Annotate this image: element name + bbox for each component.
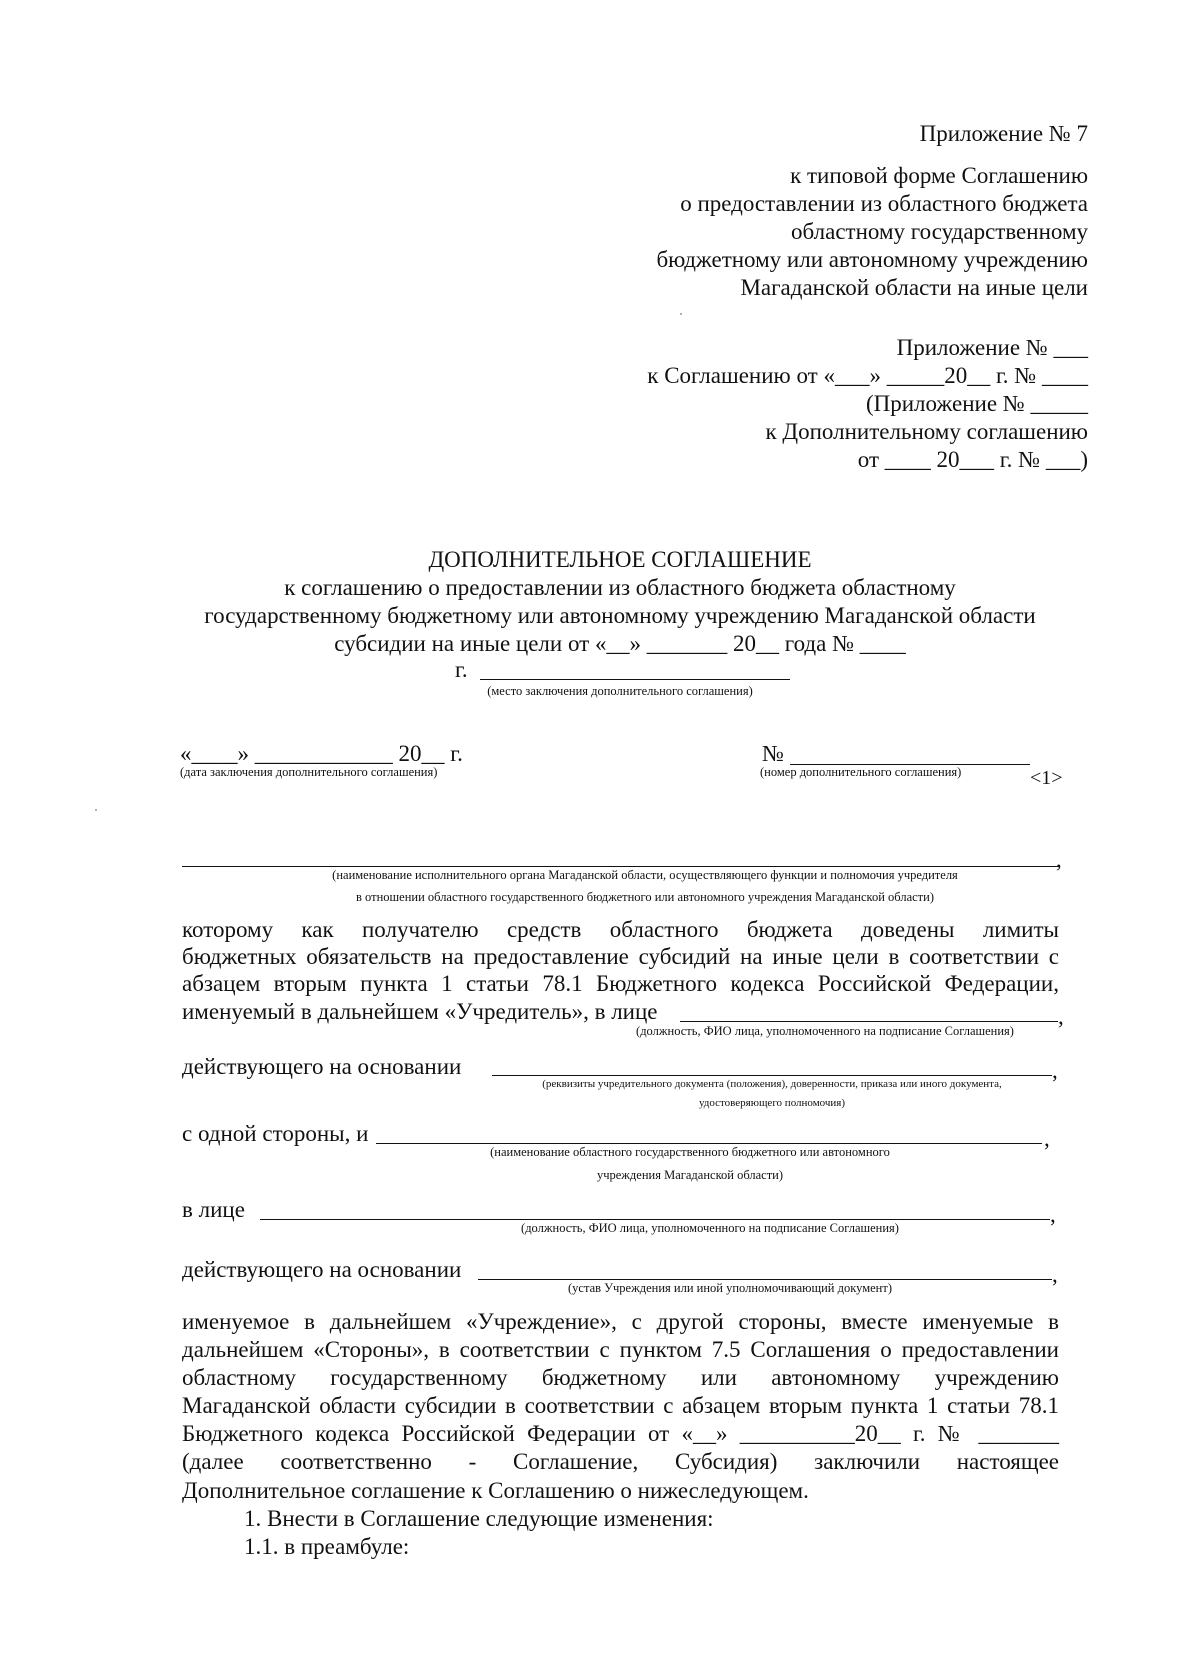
- body-line: Бюджетного кодекса Российской Федерации от «__» __________20__ г. № _______: [182, 1421, 1059, 1446]
- acting2-caption: (устав Учреждения или иной уполномочивающий документ): [568, 1281, 892, 1295]
- person-field[interactable]: [260, 1219, 1050, 1220]
- acting-label: действующего на основании: [182, 1054, 462, 1079]
- document-title: ДОПОЛНИТЕЛЬНОЕ СОГЛАШЕНИЕ: [428, 547, 812, 572]
- scan-speck: [680, 313, 682, 315]
- attachment-line: Приложение № ___: [896, 335, 1088, 360]
- founder-person-caption: (должность, ФИО лица, уполномоченного на подписание Соглашения): [636, 1024, 1014, 1038]
- attachment-line: от ____ 20___ г. № ___): [857, 447, 1088, 472]
- appendix-line: областному государственному: [791, 219, 1088, 244]
- acting-basis-field[interactable]: [492, 1075, 1052, 1076]
- side-comma: ,: [1044, 1126, 1050, 1151]
- founder-caption: в отношении областного государственного бюджетного или автономного учреждения Магаданской области): [356, 890, 934, 904]
- acting2-comma: ,: [1052, 1262, 1058, 1287]
- acting-caption: (реквизиты учредительного документа (положения), доверенности, приказа или иного документа,: [542, 1078, 1002, 1090]
- date-caption: (дата заключения дополнительного соглашения): [180, 765, 438, 779]
- number-caption: (номер дополнительного соглашения): [760, 765, 962, 779]
- appendix-line: к типовой форме Соглашению: [790, 163, 1088, 188]
- footnote-ref: <1>: [1030, 767, 1063, 789]
- appendix-title: Приложение № 7: [919, 121, 1088, 146]
- acting-caption: удостоверяющего полномочия): [698, 1097, 846, 1109]
- institution-caption: учреждения Магаданской области): [596, 1168, 784, 1182]
- person-caption: (должность, ФИО лица, уполномоченного на подписание Соглашения): [521, 1221, 899, 1235]
- founder-paragraph-line: бюджетных обязательств на предоставление субсидий на иные цели в соответствии с: [182, 944, 1059, 969]
- acting-comma: ,: [1052, 1058, 1058, 1083]
- heading-line: государственному бюджетному или автономному учреждению Магаданской области: [204, 603, 1036, 628]
- founder-person-comma: ,: [1058, 1004, 1064, 1029]
- attachment-line: к Соглашению от «___» _____20__ г. № ____: [647, 363, 1088, 388]
- founder-person-field[interactable]: [680, 1021, 1058, 1022]
- body-line: дальнейшем «Стороны», в соответствии с пунктом 7.5 Соглашения о предоставлении: [182, 1337, 1059, 1362]
- founder-comma: ,: [1056, 847, 1062, 872]
- person-label: в лице: [182, 1197, 245, 1222]
- institution-caption: (наименование областного государственного бюджетного или автономного: [490, 1145, 890, 1159]
- institution-field[interactable]: [376, 1143, 1042, 1144]
- place-prefix: г.: [455, 657, 468, 682]
- list-item: 1. Внести в Соглашение следующие изменения:: [244, 1506, 714, 1531]
- founder-field[interactable]: [182, 866, 1058, 867]
- heading-line: субсидии на иные цели от «__» _______ 20__ года № ____: [334, 631, 906, 656]
- heading-line: к соглашению о предоставлении из областного бюджета областному: [284, 575, 956, 600]
- appendix-line: бюджетному или автономному учреждению: [656, 247, 1088, 272]
- founder-paragraph-line: которому как получателю средств областного бюджета доведены лимиты: [182, 917, 1059, 942]
- number-prefix: №: [762, 741, 784, 766]
- attachment-line: (Приложение № _____: [865, 391, 1088, 416]
- founder-paragraph-line: абзацем вторым пункта 1 статьи 78.1 Бюджетного кодекса Российской Федерации,: [182, 971, 1059, 996]
- founder-caption: (наименование исполнительного органа Магаданской области, осуществляющего функции и полномочия учредителя: [332, 868, 958, 882]
- place-field[interactable]: [480, 679, 790, 680]
- body-line: Дополнительное соглашение к Соглашению о нижеследующем.: [182, 1478, 809, 1503]
- appendix-line: Магаданской области на иные цели: [740, 275, 1088, 300]
- date-field[interactable]: «____» ____________ 20__ г.: [180, 741, 463, 766]
- body-line: Магаданской области субсидии в соответствии с абзацем вторым пункта 1 статьи 78.1: [182, 1393, 1059, 1418]
- side-label: с одной стороны, и: [182, 1121, 369, 1146]
- person-comma: ,: [1050, 1202, 1056, 1227]
- body-line: областному государственному бюджетному или автономному учреждению: [182, 1365, 1059, 1390]
- body-line: именуемое в дальнейшем «Учреждение», с другой стороны, вместе именуемые в: [182, 1309, 1059, 1334]
- acting2-basis-field[interactable]: [478, 1279, 1052, 1280]
- list-item: 1.1. в преамбуле:: [244, 1534, 410, 1559]
- scan-speck: [95, 809, 97, 811]
- place-caption: (место заключения дополнительного соглашения): [487, 684, 753, 698]
- body-line: (далее соответственно - Соглашение, Субсидия) заключили настоящее: [182, 1449, 1059, 1474]
- founder-paragraph-line: именуемый в дальнейшем «Учредитель», в лице: [182, 999, 658, 1024]
- appendix-line: о предоставлении из областного бюджета: [680, 191, 1088, 216]
- acting2-label: действующего на основании: [182, 1257, 462, 1282]
- attachment-line: к Дополнительному соглашению: [765, 419, 1088, 444]
